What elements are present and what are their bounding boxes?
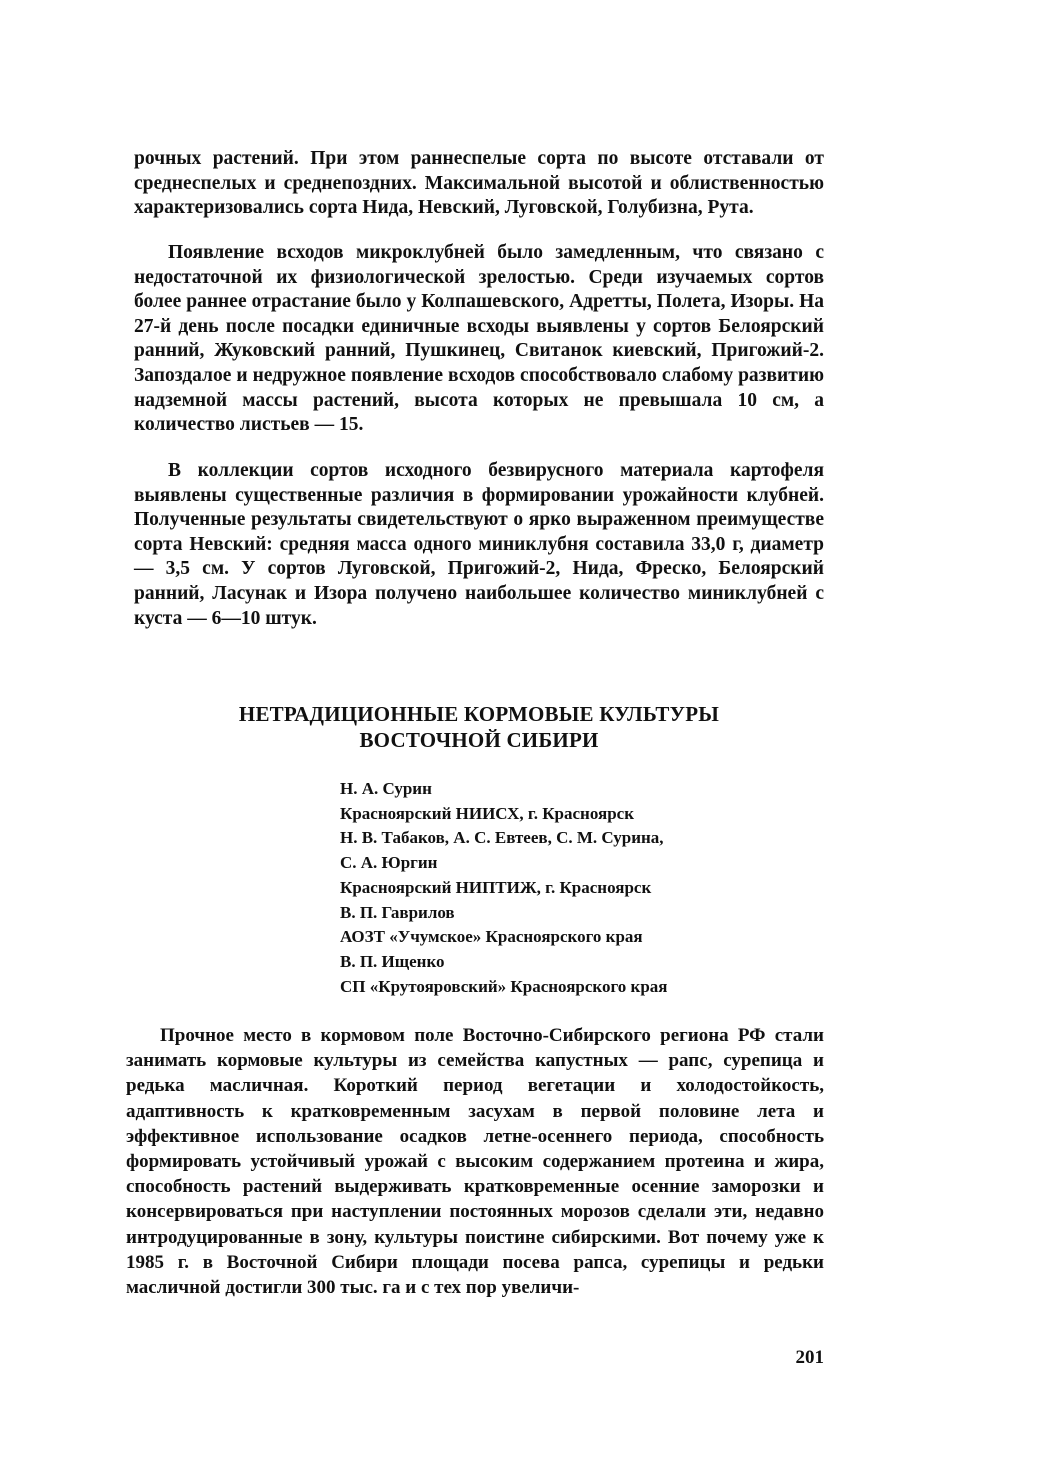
author-line: В. П. Ищенко: [340, 951, 445, 971]
article-title-line-1: НЕТРАДИЦИОННЫЕ КОРМОВЫЕ КУЛЬТУРЫ: [238, 702, 720, 726]
paragraph-text: В коллекции сортов исходного безвирусного материала картофеля выявлены существенные различия в формировании урожайности клубней. Полученные результаты свидетельствуют о ярко выраженном преимуществе сорта Невский: средняя масса одного миниклубня составила 33,0 г, диаметр — 3,5 см. У сортов Луговской, Пригожий-2, Нида, Фреско, Белоярский ранний, Ласунак и Изора получено наибольшее количество миниклубней с куста — 6—10 штук.: [134, 460, 824, 629]
article-title-line-2: ВОСТОЧНОЙ СИБИРИ: [359, 728, 599, 752]
affiliation-line: Красноярский НИИСХ, г. Красноярск: [340, 803, 635, 823]
paragraph-text: Прочное место в кормовом поле Восточно-Сибирского региона РФ стали занимать кормовые культуры из семейства капустных — рапс, сурепица и редька масличная. Короткий период вегетации и холодостойкость, адаптивность к кратковременным засухам в первой половине лета и эффективное использование осадков летне-осеннего периода, способность формировать устойчивый урожай с высоким содержанием протеина и жира, способность растений выдерживать кратковременные осенние заморозки и консервироваться при наступлении постоянных морозов сделали эти, недавно интродуцированные в зону, культуры поистине сибирскими. Вот почему уже к 1985 г. в Восточной Сибири площади посева рапса, сурепицы и редьки масличной достигли 300 тыс. га и с тех пор увеличи-: [126, 1025, 824, 1299]
paragraph-text: Появление всходов микроклубней было замедленным, что связано с недостаточной их физиологической зрелостью. Среди изучаемых сортов более раннее отрастание было у Колпашевского, Адретты, Полета, Изоры. На 27-й день после посадки единичные всходы выявлены у сортов Белоярский ранний, Жуковский ранний, Пушкинец, Свитанок киевский, Пригожий-2. Запоздалое и недружное появление всходов способствовало слабому развитию надземной массы растений, высота которых не превышала 10 см, а количество листьев — 15.: [134, 242, 824, 436]
article-body: [126, 1023, 824, 1300]
author-line: Н. В. Табаков, А. С. Евтеев, С. М. Сурина,: [340, 828, 664, 848]
author-list: [340, 777, 810, 999]
affiliation-line: СП «Крутояровский» Красноярского края: [340, 976, 668, 996]
affiliation-line: Красноярский НИПТИЖ, г. Красноярск: [340, 877, 652, 897]
paragraph-text: рочных растений. При этом раннеспелые сорта по высоте отставали от среднеспелых и среднепоздних. Максимальной высотой и облиственностью характеризовались сорта Нида, Невский, Луговской, Голубизна, Рута.: [134, 148, 824, 219]
page-number: 201: [795, 1347, 824, 1368]
author-line: В. П. Гаврилов: [340, 902, 455, 922]
paragraph-collection: [134, 459, 824, 631]
paragraph-continuation: [134, 147, 824, 221]
affiliation-line: АОЗТ «Учумское» Красноярского края: [340, 927, 643, 947]
paragraph-seedlings: [134, 241, 824, 438]
author-line: С. А. Юргин: [340, 853, 438, 873]
author-line: Н. А. Сурин: [340, 779, 432, 798]
